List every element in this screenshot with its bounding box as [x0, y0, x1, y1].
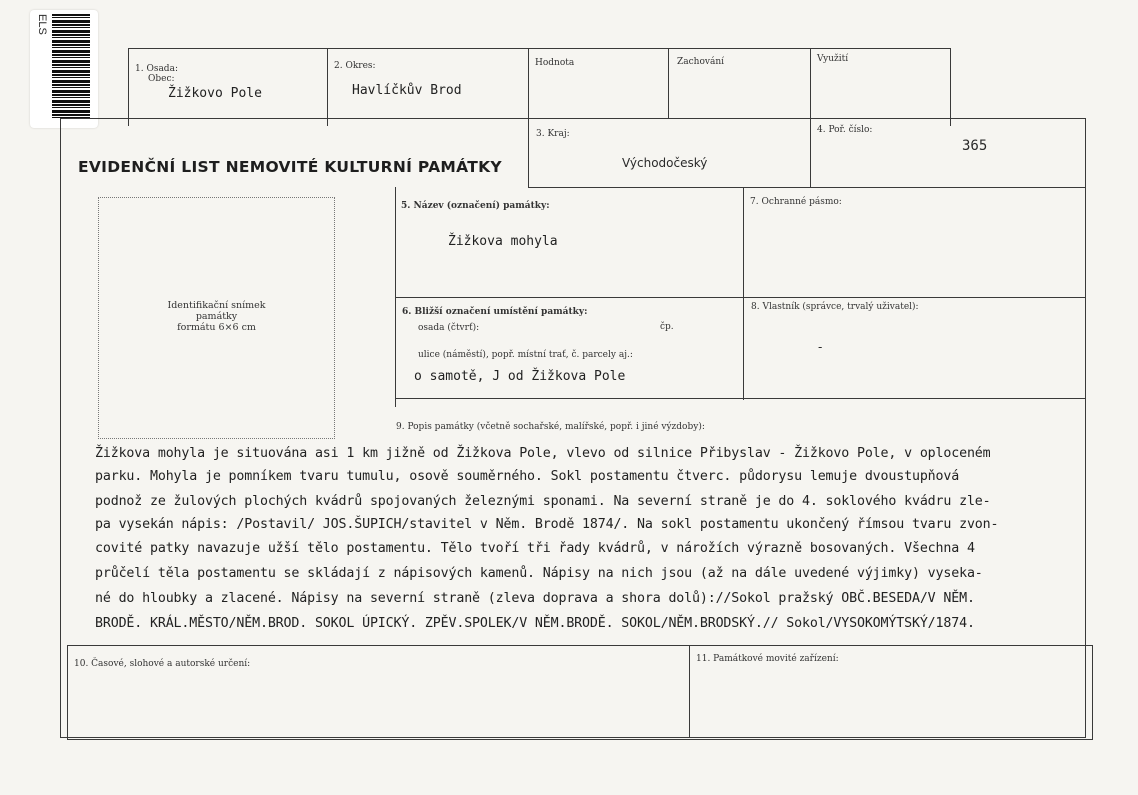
- popis-line: BRODĚ. KRÁL.MĚSTO/NĚM.BROD. SOKOL ÚPICKÝ. ZPĚV.SPOLEK/V NĚM.BRODĚ. SOKOL/NĚM.BRODSKÝ.// Sokol/VYSOKOMÝTSKÝ/1874.: [95, 616, 975, 631]
- popis-line: covité patky navazuje užší tělo postamentu. Tělo tvoří tři řady kvádrů, v nárožích výrazně bosovaných. Všechna 4: [95, 541, 975, 556]
- vlastnik-value: -: [818, 340, 823, 354]
- photo-caption-line3: formátu 6×6 cm: [177, 322, 256, 333]
- popis-line: podnož ze žulových plochých kvádrů spojovaných železnými sponami. Na severní straně je do 4. soklového kvádru zle-: [95, 494, 991, 509]
- obec-label: Obec:: [148, 74, 175, 84]
- ochranne-pasmo-label: 7. Ochranné pásmo:: [750, 197, 842, 207]
- popis-line: Žižkova mohyla je situována asi 1 km jižně od Žižkova Pole, vlevo od silnice Přibyslav - Žižkovo Pole, v oploceném: [95, 446, 991, 461]
- popis-label: 9. Popis památky (včetně sochařské, malířské, popř. i jiné výzdoby):: [396, 422, 705, 432]
- cp-label: čp.: [660, 322, 674, 332]
- nazev-label: 5. Název (označení) památky:: [401, 201, 550, 211]
- casove-urceni-label: 10. Časové, slohové a autorské určení:: [74, 659, 251, 669]
- kraj-label: 3. Kraj:: [536, 129, 570, 139]
- popis-line: průčelí těla postamentu se skládají z nápisových kamenů. Nápisy na nich jsou (až na dále uvedené výjimky) vyseka-: [95, 566, 983, 581]
- obec-value: Žižkovo Pole: [168, 86, 262, 101]
- ulice-label: ulice (náměstí), popř. místní trať, č. parcely aj.:: [418, 350, 633, 360]
- hodnota-label: Hodnota: [535, 58, 575, 68]
- por-cislo-value: 365: [962, 138, 988, 154]
- por-cislo-label: 4. Poř. číslo:: [817, 125, 873, 135]
- zachovani-label: Zachování: [677, 57, 724, 67]
- kraj-value: Východočeský: [622, 156, 708, 170]
- umisteni-label: 6. Bližší označení umístění památky:: [402, 307, 588, 317]
- okres-label: 2. Okres:: [334, 61, 376, 71]
- vyuziti-label: Využití: [817, 54, 849, 64]
- popis-line: pa vysekán nápis: /Postavil/ JOS.ŠUPICH/stavitel v Něm. Brodě 1874/. Na sokl postamentu ukončený římsou tvaru zvon-: [95, 517, 999, 532]
- popis-line: parku. Mohyla je pomníkem tvaru tumulu, osově souměrného. Sokl postamentu čtverc. půdorysu lemuje dvoustupňová: [95, 469, 960, 484]
- osada-label: 1. Osada:: [135, 64, 178, 74]
- photo-caption-line2: památky: [195, 311, 238, 322]
- okres-value: Havlíčkův Brod: [352, 83, 462, 98]
- umisteni-value: o samotě, J od Žižkova Pole: [414, 369, 626, 384]
- popis-line: né do hloubky a zlacené. Nápisy na severní straně (zleva doprava a shora dolů)://Sokol pražský OBČ.BESEDA/V NĚM.: [95, 591, 975, 606]
- movite-zarizeni-label: 11. Památkové movité zařízení:: [696, 654, 839, 664]
- photo-caption-line1: Identifikační snímek: [167, 300, 266, 311]
- nazev-value: Žižkova mohyla: [448, 234, 558, 249]
- osada-ctvrt-label: osada (čtvrť):: [418, 323, 480, 333]
- barcode-image: [52, 14, 90, 118]
- form-title: EVIDENČNÍ LIST NEMOVITÉ KULTURNÍ PAMÁTKY: [78, 158, 502, 176]
- photo-caption: [98, 300, 335, 333]
- sticker-code: ELS: [36, 14, 48, 35]
- vlastnik-label: 8. Vlastník (správce, trvalý uživatel):: [751, 302, 919, 312]
